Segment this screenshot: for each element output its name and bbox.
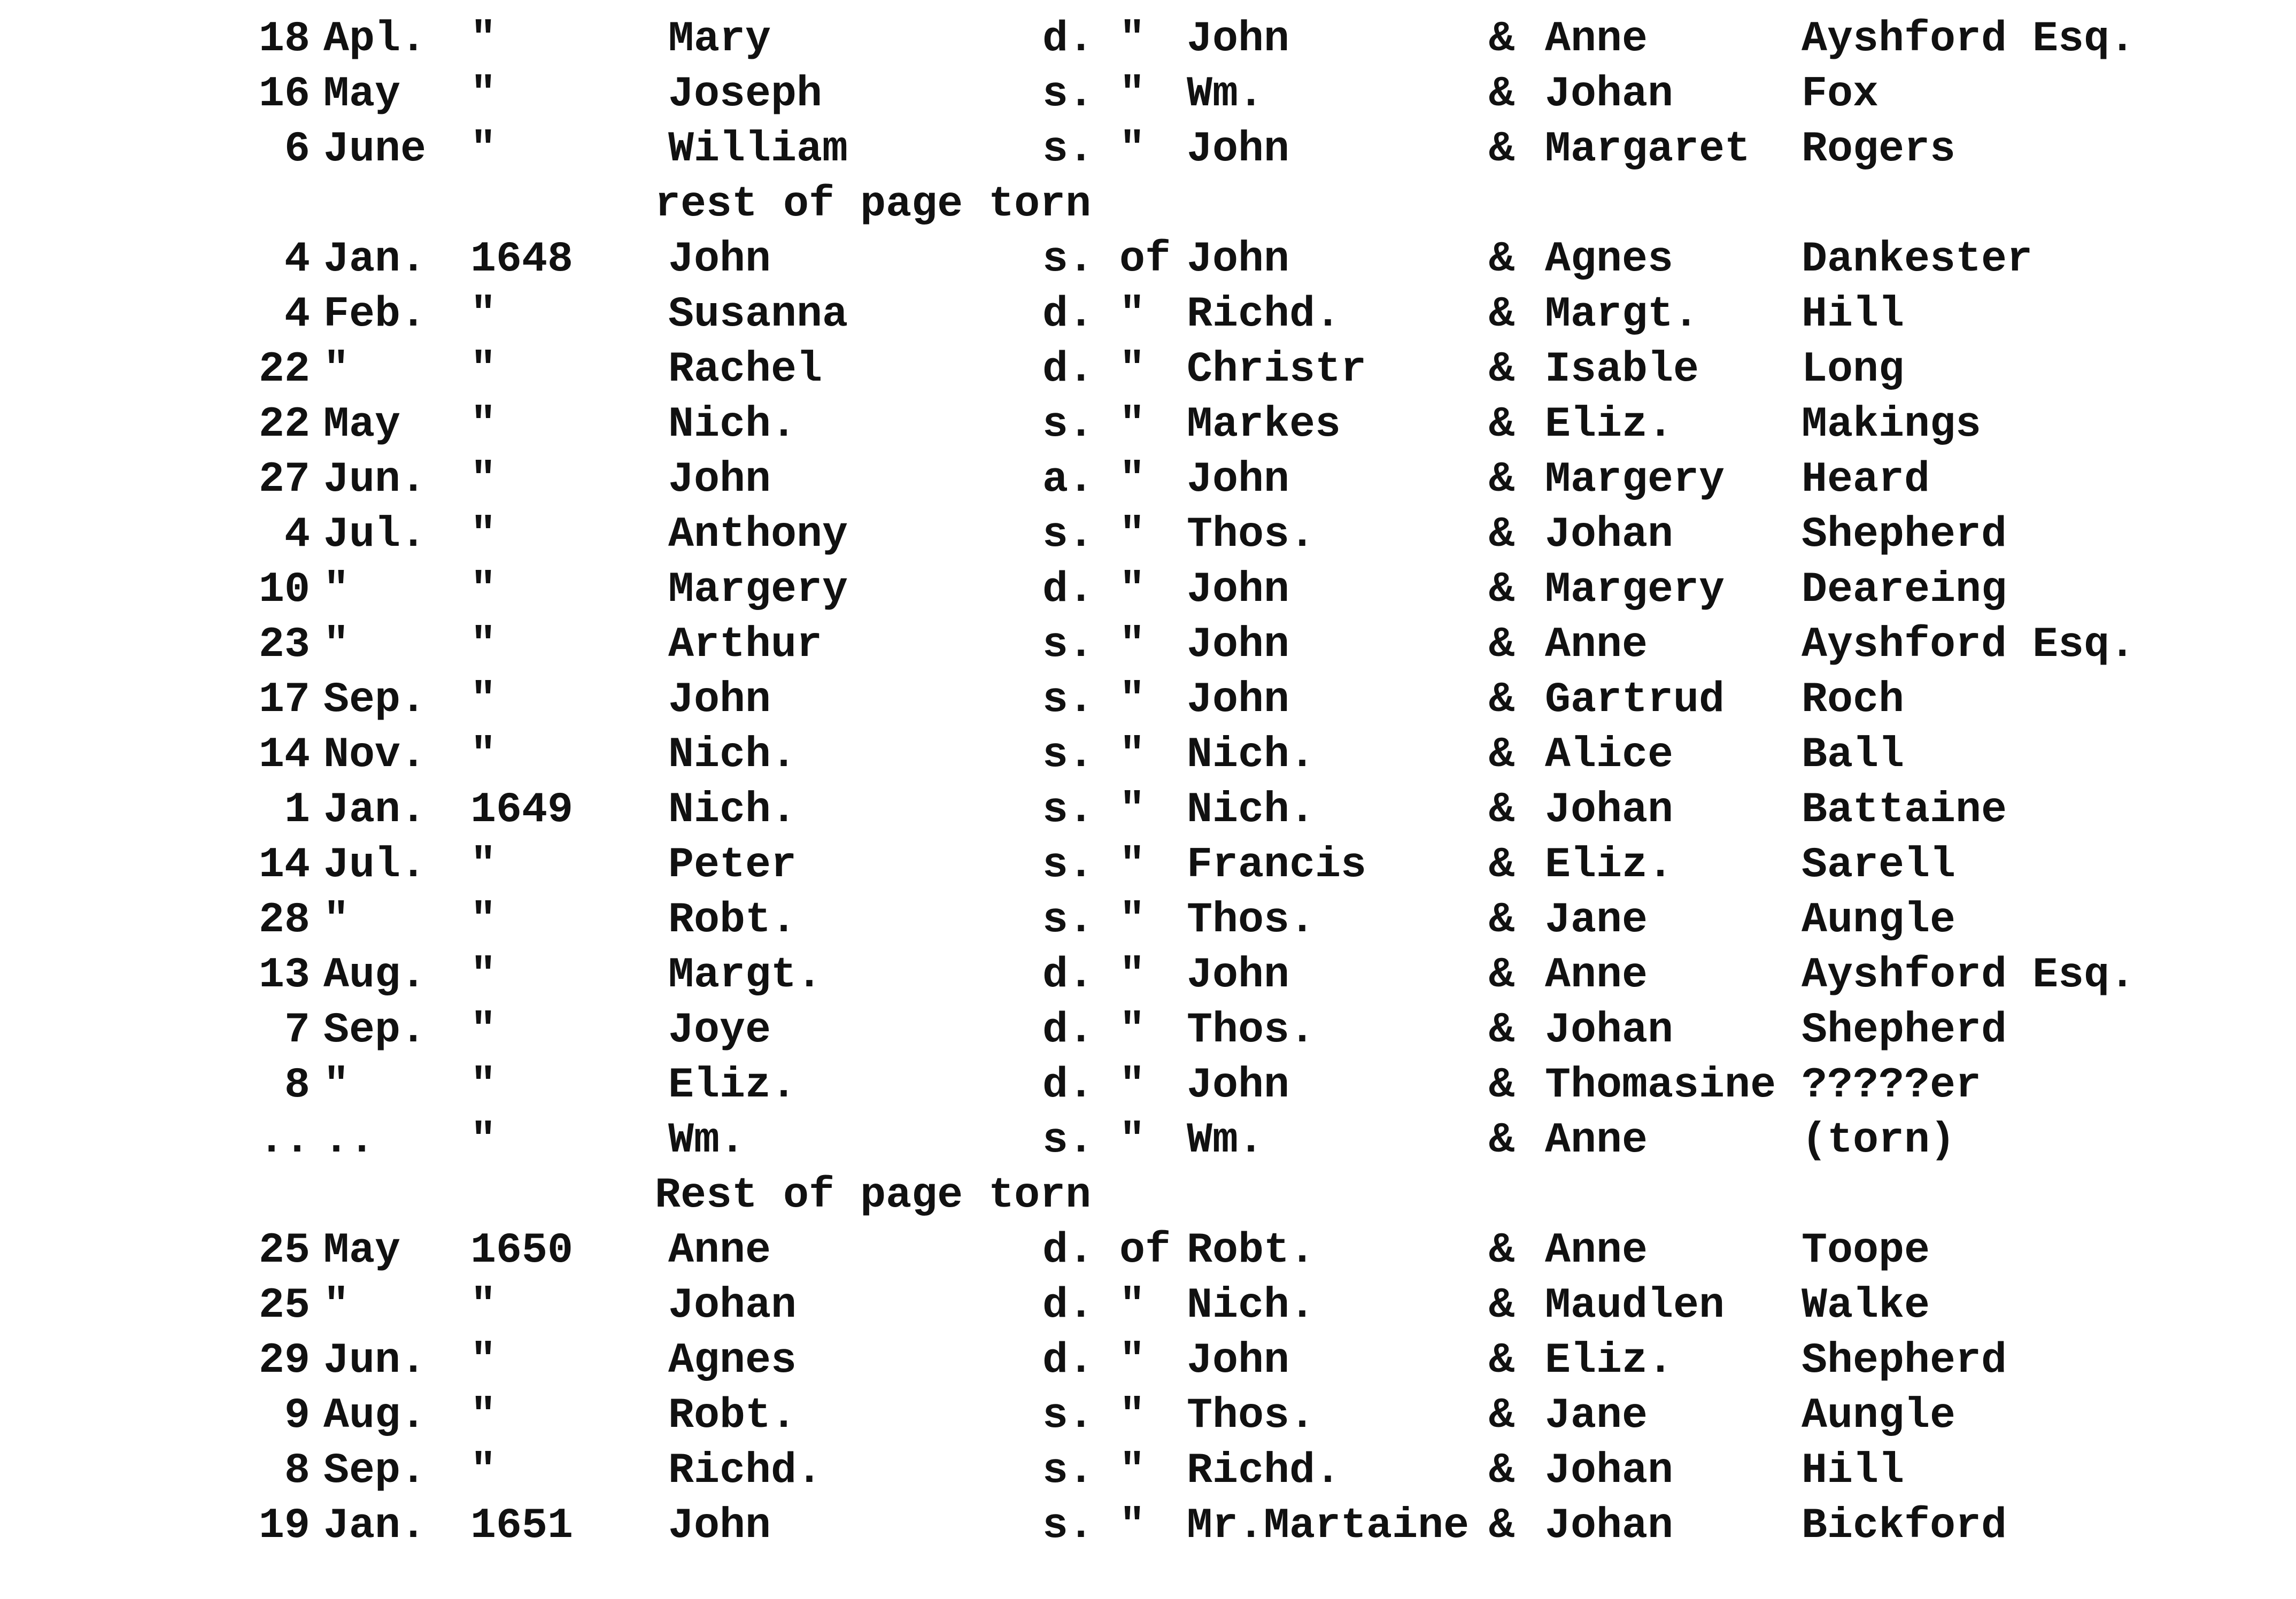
entry-father: Nich.: [1187, 731, 1316, 779]
entry-day: 10: [258, 566, 310, 614]
entry-child-name: Nich.: [668, 731, 797, 779]
entry-relation: s. ": [1042, 896, 1146, 945]
entry-relation: s. ": [1042, 731, 1146, 779]
entry-year: ": [470, 1392, 497, 1440]
register-entry-row: [0, 728, 2296, 783]
entry-ampersand: &: [1489, 841, 1515, 890]
entry-ampersand: &: [1489, 1116, 1515, 1165]
entry-mother: Johan: [1545, 1502, 1674, 1550]
register-entry-row: [0, 1278, 2296, 1333]
entry-relation: d. ": [1042, 1006, 1146, 1055]
entry-surname: Ayshford Esq.: [1802, 621, 2136, 669]
entry-relation: s. ": [1042, 621, 1146, 669]
entry-child-name: Joseph: [668, 70, 823, 119]
entry-year: 1650: [470, 1226, 574, 1275]
entry-surname: Rogers: [1802, 125, 1956, 174]
entry-father: Richd.: [1187, 290, 1341, 339]
entry-surname: Shepherd: [1802, 1006, 2007, 1055]
entry-day: 14: [258, 841, 310, 890]
entry-surname: Battaine: [1802, 786, 2007, 835]
entry-mother: Anne: [1545, 1226, 1648, 1275]
entry-child-name: Anne: [668, 1226, 771, 1275]
entry-month: May: [323, 70, 401, 119]
register-entry-row: [0, 1113, 2296, 1168]
entry-ampersand: &: [1489, 786, 1515, 835]
entry-day: 9: [284, 1392, 310, 1440]
entry-relation: s. ": [1042, 70, 1146, 119]
entry-child-name: Arthur: [668, 621, 823, 669]
entry-child-name: Joye: [668, 1006, 771, 1055]
entry-child-name: Mary: [668, 15, 771, 64]
entry-ampersand: &: [1489, 896, 1515, 945]
entry-surname: Long: [1802, 345, 1905, 394]
entry-day: 6: [284, 125, 310, 174]
entry-father: Thos.: [1187, 1006, 1316, 1055]
entry-ampersand: &: [1489, 511, 1515, 559]
entry-year: ": [470, 400, 497, 449]
entry-day: 25: [258, 1226, 310, 1275]
entry-month: ": [323, 621, 350, 669]
register-entry-row: [0, 948, 2296, 1003]
entry-ampersand: &: [1489, 290, 1515, 339]
entry-surname: Makings: [1802, 400, 1982, 449]
entry-surname: Fox: [1802, 70, 1879, 119]
entry-year: ": [470, 621, 497, 669]
entry-year: 1649: [470, 786, 574, 835]
entry-child-name: Johan: [668, 1281, 797, 1330]
entry-ampersand: &: [1489, 1392, 1515, 1440]
entry-surname: Shepherd: [1802, 511, 2007, 559]
entry-child-name: Nich.: [668, 400, 797, 449]
entry-child-name: Agnes: [668, 1337, 797, 1385]
entry-surname: Hill: [1802, 290, 1905, 339]
entry-day: 19: [258, 1502, 310, 1550]
entry-father: Thos.: [1187, 1392, 1316, 1440]
entry-father: John: [1187, 621, 1290, 669]
torn-page-note-row: [0, 1168, 2296, 1223]
entry-ampersand: &: [1489, 1006, 1515, 1055]
entry-day: 8: [284, 1447, 310, 1495]
entry-day: 22: [258, 345, 310, 394]
entry-surname: Roch: [1802, 676, 1905, 724]
entry-father: John: [1187, 455, 1290, 504]
entry-surname: Aungle: [1802, 1392, 1956, 1440]
entry-ampersand: &: [1489, 1226, 1515, 1275]
entry-mother: Anne: [1545, 621, 1648, 669]
entry-father: John: [1187, 125, 1290, 174]
entry-child-name: Richd.: [668, 1447, 823, 1495]
entry-mother: Margery: [1545, 455, 1725, 504]
entry-month: Jan.: [323, 1502, 427, 1550]
entry-day: 23: [258, 621, 310, 669]
entry-day: 18: [258, 15, 310, 64]
entry-relation: s. ": [1042, 125, 1146, 174]
entry-year: ": [470, 676, 497, 724]
register-entry-row: [0, 673, 2296, 728]
entry-father: Nich.: [1187, 1281, 1316, 1330]
entry-year: ": [470, 1281, 497, 1330]
entry-child-name: John: [668, 1502, 771, 1550]
entry-day: 8: [284, 1061, 310, 1110]
entry-month: Aug.: [323, 1392, 427, 1440]
entry-mother: Johan: [1545, 786, 1674, 835]
entry-month: ..: [323, 1116, 375, 1165]
entry-year: ": [470, 345, 497, 394]
entry-day: 13: [258, 951, 310, 1000]
entry-surname: Ball: [1802, 731, 1905, 779]
entry-month: Aug.: [323, 951, 427, 1000]
entry-child-name: Robt.: [668, 896, 797, 945]
entry-child-name: Wm.: [668, 1116, 746, 1165]
entry-year: ": [470, 841, 497, 890]
entry-surname: Bickford: [1802, 1502, 2007, 1550]
entry-surname: Heard: [1802, 455, 1930, 504]
torn-page-note: rest of page torn: [655, 180, 1092, 229]
entry-year: ": [470, 1116, 497, 1165]
entry-mother: Alice: [1545, 731, 1674, 779]
entry-month: Jul.: [323, 511, 427, 559]
entry-year: ": [470, 951, 497, 1000]
register-entry-row: [0, 838, 2296, 893]
entry-month: ": [323, 1281, 350, 1330]
entry-year: ": [470, 566, 497, 614]
entry-father: Mr.Martaine: [1187, 1502, 1470, 1550]
entry-month: Apl.: [323, 15, 427, 64]
entry-month: Sep.: [323, 1006, 427, 1055]
entry-relation: s. ": [1042, 1116, 1146, 1165]
entry-day: 1: [284, 786, 310, 835]
torn-page-note: Rest of page torn: [655, 1171, 1092, 1220]
entry-relation: d. ": [1042, 566, 1146, 614]
entry-ampersand: &: [1489, 235, 1515, 284]
register-entry-row: [0, 397, 2296, 452]
entry-year: ": [470, 70, 497, 119]
entry-day: 25: [258, 1281, 310, 1330]
entry-ampersand: &: [1489, 1281, 1515, 1330]
entry-surname: Hill: [1802, 1447, 1905, 1495]
entry-month: Jan.: [323, 786, 427, 835]
entry-year: ": [470, 290, 497, 339]
torn-page-note-row: [0, 177, 2296, 232]
entry-ampersand: &: [1489, 1502, 1515, 1550]
entry-month: ": [323, 1061, 350, 1110]
entry-surname: Shepherd: [1802, 1337, 2007, 1385]
entry-mother: Jane: [1545, 1392, 1648, 1440]
entry-surname: Ayshford Esq.: [1802, 951, 2136, 1000]
register-entry-row: [0, 1443, 2296, 1498]
entry-month: May: [323, 400, 401, 449]
entry-day: 17: [258, 676, 310, 724]
entry-relation: s. ": [1042, 400, 1146, 449]
entry-year: ": [470, 731, 497, 779]
entry-relation: d. ": [1042, 1061, 1146, 1110]
entry-surname: Dankester: [1802, 235, 2033, 284]
entry-relation: d. ": [1042, 290, 1146, 339]
baptism-register: [0, 12, 2296, 1554]
entry-surname: Toope: [1802, 1226, 1930, 1275]
entry-ampersand: &: [1489, 400, 1515, 449]
entry-year: ": [470, 125, 497, 174]
entry-ampersand: &: [1489, 676, 1515, 724]
entry-relation: s. ": [1042, 841, 1146, 890]
register-entry-row: [0, 287, 2296, 342]
entry-mother: Jane: [1545, 896, 1648, 945]
entry-relation: d. ": [1042, 345, 1146, 394]
entry-father: Thos.: [1187, 511, 1316, 559]
entry-child-name: Susanna: [668, 290, 848, 339]
register-entry-row: [0, 122, 2296, 177]
entry-father: Wm.: [1187, 70, 1264, 119]
entry-year: ": [470, 511, 497, 559]
entry-relation: s. ": [1042, 511, 1146, 559]
register-entry-row: [0, 1058, 2296, 1113]
entry-child-name: Robt.: [668, 1392, 797, 1440]
entry-day: 4: [284, 290, 310, 339]
entry-relation: a. ": [1042, 455, 1146, 504]
entry-father: Nich.: [1187, 786, 1316, 835]
register-entry-row: [0, 562, 2296, 617]
entry-relation: s. ": [1042, 676, 1146, 724]
entry-surname: (torn): [1802, 1116, 1956, 1165]
entry-month: ": [323, 345, 350, 394]
entry-mother: Eliz.: [1545, 1337, 1674, 1385]
entry-mother: Maudlen: [1545, 1281, 1725, 1330]
entry-child-name: John: [668, 676, 771, 724]
entry-mother: Agnes: [1545, 235, 1674, 284]
entry-surname: Ayshford Esq.: [1802, 15, 2136, 64]
entry-father: John: [1187, 235, 1290, 284]
entry-mother: Eliz.: [1545, 400, 1674, 449]
entry-relation: s. ": [1042, 1447, 1146, 1495]
entry-day: 22: [258, 400, 310, 449]
entry-relation: d. ": [1042, 1337, 1146, 1385]
register-entry-row: [0, 1223, 2296, 1278]
entry-father: Markes: [1187, 400, 1341, 449]
register-entry-row: [0, 232, 2296, 287]
entry-day: 14: [258, 731, 310, 779]
entry-relation: d. of: [1042, 1226, 1171, 1275]
entry-ampersand: &: [1489, 951, 1515, 1000]
register-entry-row: [0, 617, 2296, 673]
entry-father: Richd.: [1187, 1447, 1341, 1495]
entry-month: Jul.: [323, 841, 427, 890]
entry-day: 29: [258, 1337, 310, 1385]
entry-day: 28: [258, 896, 310, 945]
register-entry-row: [0, 1003, 2296, 1058]
entry-father: Francis: [1187, 841, 1367, 890]
entry-month: Jun.: [323, 455, 427, 504]
entry-child-name: Rachel: [668, 345, 823, 394]
entry-mother: Johan: [1545, 70, 1674, 119]
register-entry-row: [0, 1333, 2296, 1388]
entry-father: John: [1187, 15, 1290, 64]
entry-father: Christr: [1187, 345, 1367, 394]
entry-relation: d. ": [1042, 951, 1146, 1000]
entry-relation: s. ": [1042, 1502, 1146, 1550]
entry-month: Jan.: [323, 235, 427, 284]
entry-mother: Eliz.: [1545, 841, 1674, 890]
entry-surname: Deareing: [1802, 566, 2007, 614]
entry-father: Robt.: [1187, 1226, 1316, 1275]
entry-ampersand: &: [1489, 345, 1515, 394]
entry-ampersand: &: [1489, 455, 1515, 504]
entry-father: John: [1187, 1061, 1290, 1110]
entry-day: 16: [258, 70, 310, 119]
entry-child-name: John: [668, 235, 771, 284]
entry-father: Wm.: [1187, 1116, 1264, 1165]
entry-ampersand: &: [1489, 70, 1515, 119]
entry-mother: Anne: [1545, 15, 1648, 64]
entry-mother: Johan: [1545, 511, 1674, 559]
entry-mother: Anne: [1545, 1116, 1648, 1165]
entry-child-name: Margt.: [668, 951, 823, 1000]
entry-ampersand: &: [1489, 1337, 1515, 1385]
register-entry-row: [0, 1498, 2296, 1554]
entry-mother: Johan: [1545, 1006, 1674, 1055]
entry-father: John: [1187, 676, 1290, 724]
entry-mother: Margaret: [1545, 125, 1751, 174]
entry-relation: s. ": [1042, 1392, 1146, 1440]
entry-mother: Margt.: [1545, 290, 1699, 339]
entry-ampersand: &: [1489, 621, 1515, 669]
entry-father: John: [1187, 566, 1290, 614]
entry-child-name: Eliz.: [668, 1061, 797, 1110]
entry-child-name: Margery: [668, 566, 848, 614]
entry-day: 7: [284, 1006, 310, 1055]
entry-mother: Gartrud: [1545, 676, 1725, 724]
entry-month: Feb.: [323, 290, 427, 339]
entry-relation: d. ": [1042, 1281, 1146, 1330]
register-entry-row: [0, 342, 2296, 397]
entry-mother: Anne: [1545, 951, 1648, 1000]
entry-month: Sep.: [323, 1447, 427, 1495]
entry-year: 1648: [470, 235, 574, 284]
entry-mother: Margery: [1545, 566, 1725, 614]
entry-month: June: [323, 125, 427, 174]
entry-day: 4: [284, 511, 310, 559]
entry-surname: Walke: [1802, 1281, 1930, 1330]
entry-mother: Johan: [1545, 1447, 1674, 1495]
register-entry-row: [0, 12, 2296, 67]
entry-surname: Aungle: [1802, 896, 1956, 945]
entry-month: Nov.: [323, 731, 427, 779]
entry-relation: s. ": [1042, 786, 1146, 835]
entry-month: May: [323, 1226, 401, 1275]
entry-year: ": [470, 1447, 497, 1495]
register-entry-row: [0, 783, 2296, 838]
entry-mother: Isable: [1545, 345, 1699, 394]
entry-child-name: William: [668, 125, 848, 174]
entry-ampersand: &: [1489, 15, 1515, 64]
entry-ampersand: &: [1489, 1447, 1515, 1495]
entry-ampersand: &: [1489, 125, 1515, 174]
entry-month: ": [323, 896, 350, 945]
entry-surname: Sarell: [1802, 841, 1956, 890]
register-entry-row: [0, 452, 2296, 507]
entry-child-name: John: [668, 455, 771, 504]
entry-month: Jun.: [323, 1337, 427, 1385]
entry-year: ": [470, 1061, 497, 1110]
entry-ampersand: &: [1489, 1061, 1515, 1110]
entry-relation: d. ": [1042, 15, 1146, 64]
register-entry-row: [0, 67, 2296, 122]
entry-father: John: [1187, 1337, 1290, 1385]
entry-relation: s. of: [1042, 235, 1171, 284]
entry-ampersand: &: [1489, 731, 1515, 779]
entry-year: ": [470, 455, 497, 504]
entry-day: 4: [284, 235, 310, 284]
entry-year: ": [470, 1337, 497, 1385]
entry-father: Thos.: [1187, 896, 1316, 945]
register-entry-row: [0, 893, 2296, 948]
entry-month: ": [323, 566, 350, 614]
entry-day: ..: [258, 1116, 310, 1165]
entry-year: ": [470, 15, 497, 64]
entry-child-name: Anthony: [668, 511, 848, 559]
register-entry-row: [0, 1388, 2296, 1443]
entry-child-name: Nich.: [668, 786, 797, 835]
register-entry-row: [0, 507, 2296, 562]
entry-month: Sep.: [323, 676, 427, 724]
entry-day: 27: [258, 455, 310, 504]
entry-ampersand: &: [1489, 566, 1515, 614]
entry-child-name: Peter: [668, 841, 797, 890]
entry-year: 1651: [470, 1502, 574, 1550]
entry-father: John: [1187, 951, 1290, 1000]
entry-mother: Thomasine: [1545, 1061, 1776, 1110]
entry-year: ": [470, 896, 497, 945]
entry-surname: ?????er: [1802, 1061, 1982, 1110]
entry-year: ": [470, 1006, 497, 1055]
